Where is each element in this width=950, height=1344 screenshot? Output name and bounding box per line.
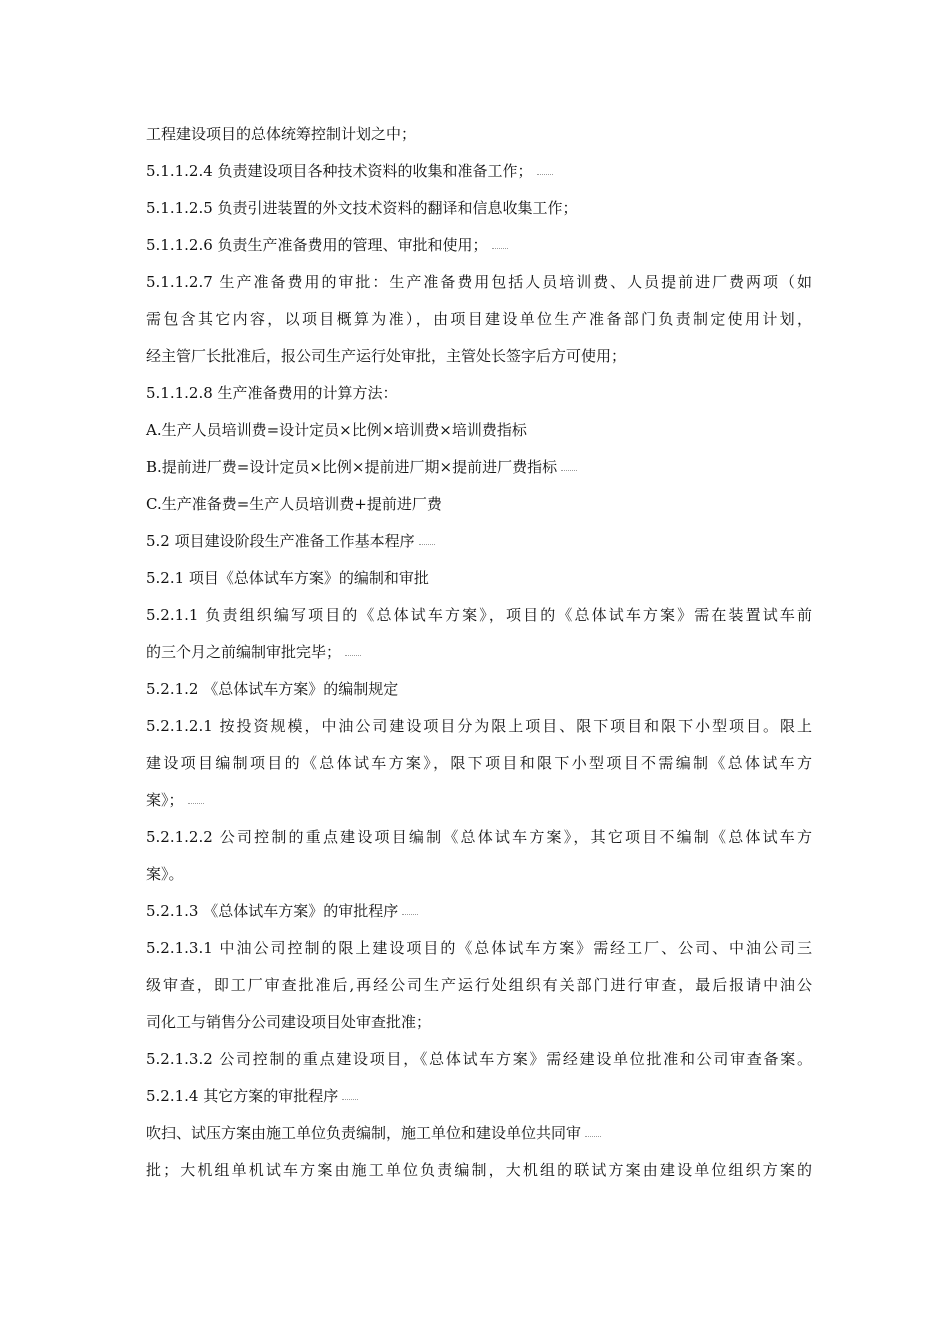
text-line-content: 司化工与销售分公司建设项目处审查批准； [146, 1013, 432, 1031]
text-line [146, 1049, 812, 1069]
text-line [146, 1160, 812, 1180]
text-line [146, 124, 812, 144]
text-line-content: 5.2.1.2.1 按投资规模，中油公司建设项目分为限上项目、限下项目和限下小型项目。限上 [146, 717, 812, 735]
text-line-content: 工程建设项目的总体统筹控制计划之中； [146, 125, 417, 143]
text-line [146, 383, 812, 403]
paragraph-mark-icon [188, 802, 204, 804]
text-line [146, 494, 812, 514]
text-line [146, 1086, 812, 1106]
text-line-content: 5.2 项目建设阶段生产准备工作基本程序 [146, 532, 415, 550]
text-line-content: 经主管厂长批准后，报公司生产运行处审批，主管处长签字后方可使用； [146, 347, 627, 365]
text-line [146, 235, 812, 255]
text-line-content: 5.1.1.2.4 负责建设项目各种技术资料的收集和准备工作； [146, 162, 533, 180]
paragraph-mark-icon [537, 173, 553, 175]
text-line-content: 5.2.1 项目《总体试车方案》的编制和审批 [146, 569, 429, 587]
paragraph-mark-icon [492, 247, 508, 249]
text-line [146, 790, 812, 810]
text-line [146, 716, 812, 736]
text-line [146, 753, 812, 773]
text-line-content: 批；大机组单机试车方案由施工单位负责编制，大机组的联试方案由建设单位组织方案的 [146, 1161, 812, 1179]
text-line [146, 1012, 812, 1032]
text-line-content: A.生产人员培训费=设计定员×比例×培训费×培训费指标 [146, 421, 527, 439]
text-line-content: 5.1.1.2.5 负责引进装置的外文技术资料的翻译和信息收集工作； [146, 199, 578, 217]
text-line [146, 1123, 812, 1143]
text-line-content: 5.2.1.1 负责组织编写项目的《总体试车方案》，项目的《总体试车方案》需在装置试车前 [146, 606, 812, 624]
text-line-content: C.生产准备费=生产人员培训费+提前进厂费 [146, 495, 442, 513]
text-line-content: 的三个月之前编制审批完毕； [146, 643, 342, 661]
text-line [146, 457, 812, 477]
text-line-content: 需包含其它内容，以项目概算为准），由项目建设单位生产准备部门负责制定使用计划， [146, 310, 812, 328]
text-line-content: B.提前进厂费=设计定员×比例×提前进厂期×提前进厂费指标 [146, 458, 558, 476]
text-line-content: 5.2.1.2 《总体试车方案》的编制规定 [146, 680, 399, 698]
text-line [146, 198, 812, 218]
text-line [146, 938, 812, 958]
text-line [146, 642, 812, 662]
text-line [146, 346, 812, 366]
text-line-content: 5.1.1.2.6 负责生产准备费用的管理、审批和使用； [146, 236, 488, 254]
text-line-content: 5.2.1.4 其它方案的审批程序 [146, 1087, 339, 1105]
paragraph-mark-icon [345, 654, 361, 656]
text-line-content: 5.1.1.2.8 生产准备费用的计算方法： [146, 384, 398, 402]
paragraph-mark-icon [402, 913, 418, 915]
document-page [146, 124, 812, 1197]
text-line [146, 864, 812, 884]
paragraph-mark-icon [419, 543, 435, 545]
text-line [146, 420, 812, 440]
text-line-content: 级审查，即工厂审查批准后,再经公司生产运行处组织有关部门进行审查，最后报请中油公 [146, 976, 812, 994]
text-line-content: 案》。 [146, 865, 184, 883]
text-line-content: 5.2.1.3 《总体试车方案》的审批程序 [146, 902, 399, 920]
text-line-content: 5.2.1.2.2 公司控制的重点建设项目编制《总体试车方案》，其它项目不编制《总体试车方 [146, 828, 812, 846]
text-line-content: 吹扫、试压方案由施工单位负责编制，施工单位和建设单位共同审 [146, 1124, 582, 1142]
paragraph-mark-icon [561, 469, 577, 471]
text-line [146, 975, 812, 995]
text-line-content: 建设项目编制项目的《总体试车方案》，限下项目和限下小型项目不需编制《总体试车方 [146, 754, 812, 772]
paragraph-mark-icon [585, 1135, 601, 1137]
text-line [146, 161, 812, 181]
paragraph-mark-icon [342, 1098, 358, 1100]
text-line [146, 679, 812, 699]
text-line-content: 5.2.1.3.1 中油公司控制的限上建设项目的《总体试车方案》需经工厂、公司、中油公司三 [146, 939, 812, 957]
text-line [146, 309, 812, 329]
text-line [146, 827, 812, 847]
text-line-content: 5.1.1.2.7 生产准备费用的审批：生产准备费用包括人员培训费、人员提前进厂费两项（如 [146, 273, 812, 291]
text-line [146, 531, 812, 551]
text-line-content: 5.2.1.3.2 公司控制的重点建设项目，《总体试车方案》需经建设单位批准和公司审查备案。 [146, 1050, 812, 1068]
text-line-content: 案》； [146, 791, 184, 809]
text-line [146, 605, 812, 625]
text-line [146, 272, 812, 292]
text-line [146, 901, 812, 921]
text-line [146, 568, 812, 588]
